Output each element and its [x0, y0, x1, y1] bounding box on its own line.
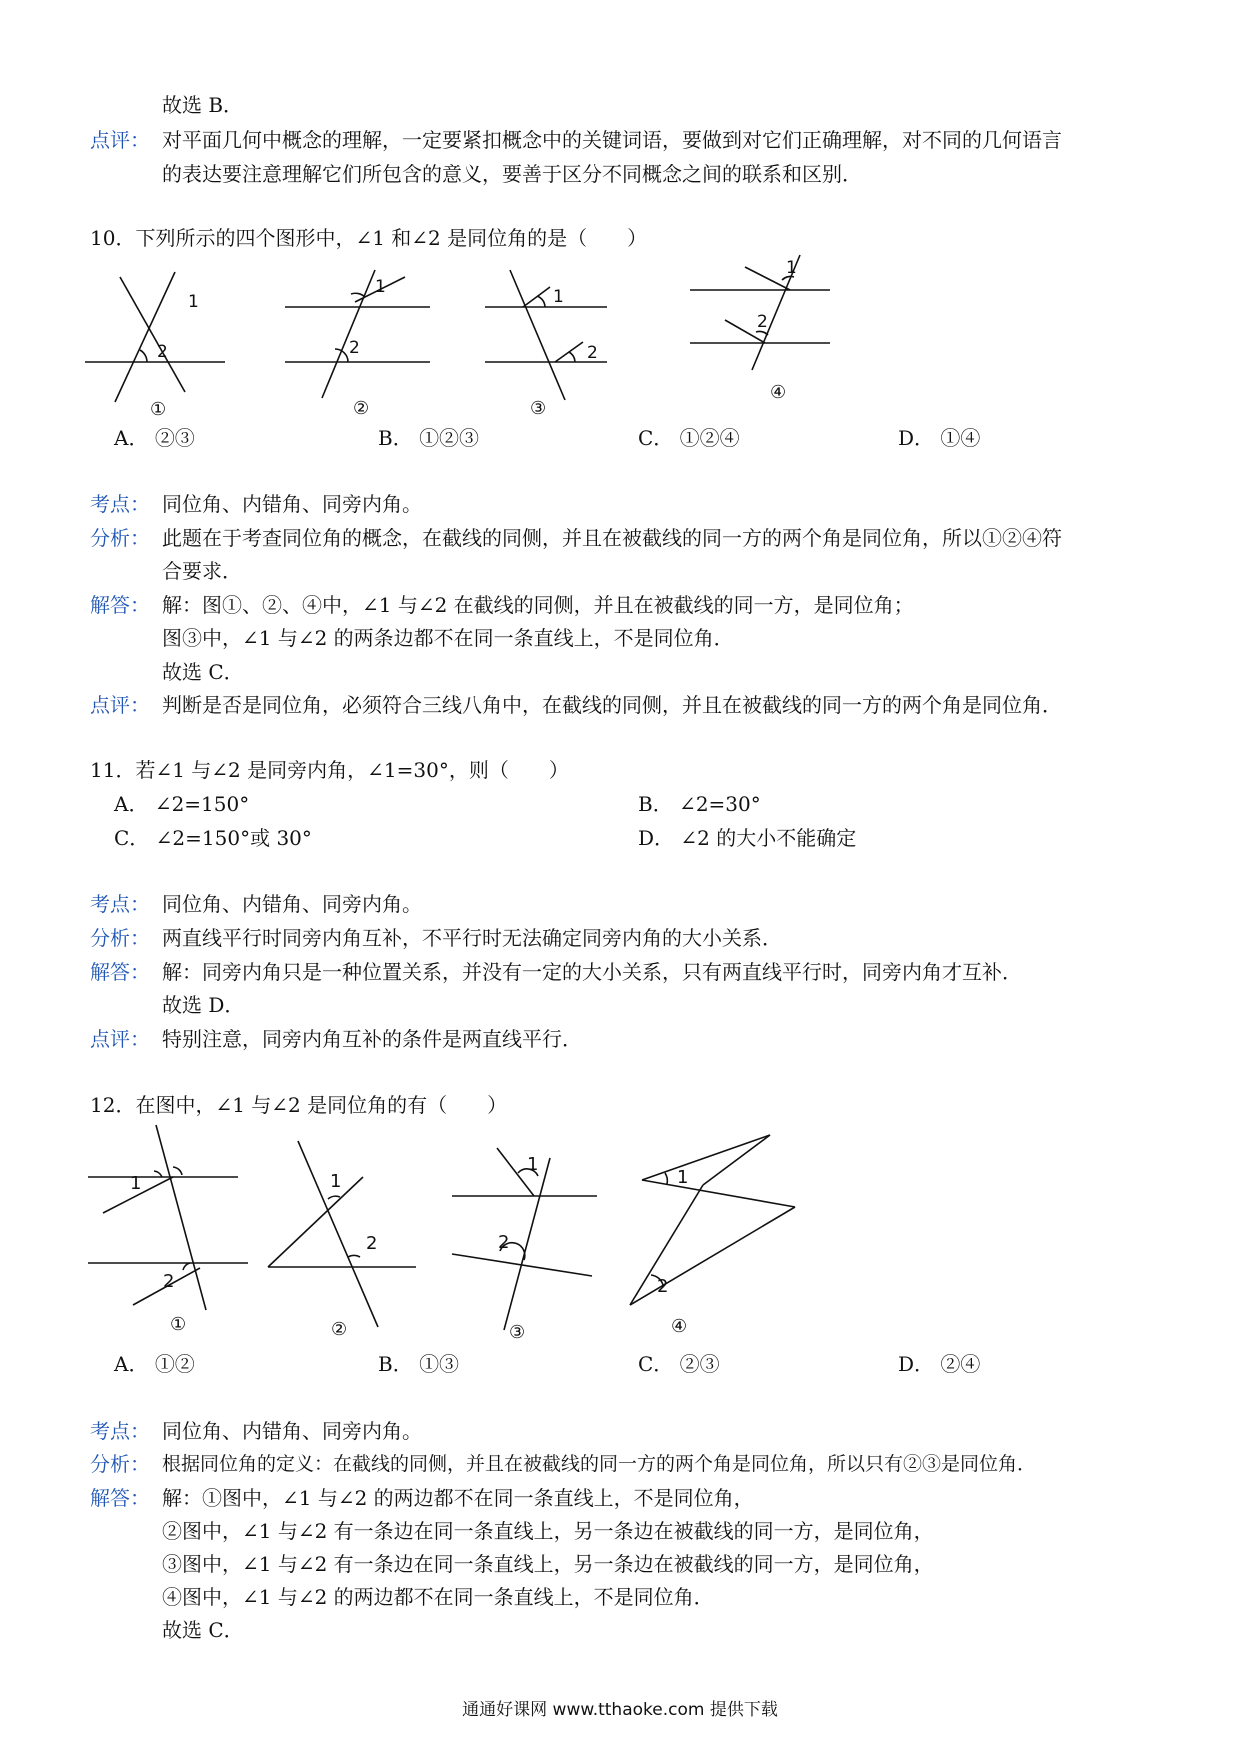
q12-fig4-label: ④ — [671, 1316, 688, 1337]
q10-jieda-line1: 解：图①、②、④中，∠1 与∠2 在截线的同侧，并且在被截线的同一方，是同位角； — [162, 593, 914, 617]
q11-option-d — [638, 825, 856, 851]
q11-option-b-text: ∠2=30° — [679, 792, 761, 816]
q12-kaodian: 同位角、内错角、同旁内角。 — [162, 1419, 422, 1443]
q11-kaodian: 同位角、内错角、同旁内角。 — [162, 892, 422, 916]
q10-fig2-angle2-label: 2 — [349, 338, 360, 358]
prev-comment-line1: 对平面几何中概念的理解，一定要紧扣概念中的关键词语，要做到对它们正确理解，对不同的几何语言 — [162, 128, 1062, 152]
q12-option-d-text: ②④ — [940, 1352, 981, 1376]
q11-jieda-line1: 解：同旁内角只是一种位置关系，并没有一定的大小关系，只有两直线平行时，同旁内角才互补． — [162, 960, 1022, 984]
q10-figure-1 — [85, 262, 235, 422]
q11-fenxi: 两直线平行时同旁内角互补，不平行时无法确定同旁内角的大小关系． — [162, 926, 782, 950]
q10-figure-3 — [485, 262, 615, 422]
q10-option-c-text: ①②④ — [679, 426, 740, 450]
q12-fenxi-label: 分析： — [90, 1452, 150, 1476]
q12-option-c — [638, 1351, 720, 1377]
q10-fig2-label: ② — [353, 398, 370, 419]
q12-fig1-label: ① — [170, 1314, 187, 1335]
q10-dianping: 判断是否是同位角，必须符合三线八角中，在截线的同侧，并且在被截线的同一方的两个角是同位角． — [162, 693, 1062, 717]
q12-jieda-line3: ③图中，∠1 与∠2 有一条边在同一条直线上，另一条边在被截线的同一方，是同位角， — [162, 1552, 934, 1576]
q11-option-a-letter: A． — [114, 792, 149, 816]
q10-kaodian: 同位角、内错角、同旁内角。 — [162, 492, 422, 516]
page-footer: 通通好课网 www.tthaoke.com 提供下载 — [462, 1700, 778, 1720]
q10-jieda-line2: 图③中，∠1 与∠2 的两条边都不在同一条直线上，不是同位角． — [162, 626, 734, 650]
q12-jieda-line1: 解：①图中，∠1 与∠2 的两边都不在同一条直线上，不是同位角， — [162, 1486, 754, 1510]
q12-option-d-letter: D． — [898, 1352, 935, 1376]
q12-fig2-angle1-label: 1 — [330, 1171, 342, 1192]
q12-fig3-label: ③ — [509, 1322, 526, 1343]
prev-answer: 故选 B． — [162, 93, 244, 117]
q12-fig4-angle1-label: 1 — [677, 1167, 689, 1188]
q11-option-c — [114, 825, 312, 851]
q12-option-a-text: ①② — [154, 1352, 195, 1376]
q11-option-d-text: ∠2 的大小不能确定 — [680, 826, 857, 850]
q10-figure-4 — [690, 255, 835, 415]
q10-fig3-angle2-label: 2 — [587, 343, 598, 363]
q10-fig1-angle2-label: 2 — [157, 342, 168, 362]
q11-stem: 11．若∠1 与∠2 是同旁内角，∠1=30°，则（ ） — [90, 758, 569, 782]
q12-fig3-angle1-label: 1 — [527, 1154, 539, 1175]
q10-fig4-label: ④ — [770, 382, 787, 403]
q12-fig2-angle2-label: 2 — [366, 1233, 378, 1254]
q10-figure-2 — [285, 262, 445, 422]
q11-kaodian-label: 考点： — [90, 892, 150, 916]
q10-fig3-label: ③ — [530, 398, 547, 419]
q12-jieda-line5: 故选 C． — [162, 1618, 244, 1642]
q12-option-b-text: ①③ — [419, 1352, 460, 1376]
q12-kaodian-label: 考点： — [90, 1419, 150, 1443]
q10-option-d-text: ①④ — [940, 426, 981, 450]
q10-fig4-angle2-label: 2 — [757, 312, 768, 332]
q10-option-c-letter: C． — [638, 426, 674, 450]
q11-option-c-text: ∠2=150°或 30° — [155, 826, 312, 850]
q12-option-c-letter: C． — [638, 1352, 674, 1376]
q10-option-c — [638, 425, 740, 451]
q10-option-a-letter: A． — [114, 426, 149, 450]
q12-fig4-angle2-label: 2 — [657, 1276, 669, 1297]
prev-comment-line2: 的表达要注意理解它们所包含的意义，要善于区分不同概念之间的联系和区别． — [162, 162, 862, 186]
q12-jieda-label: 解答： — [90, 1486, 150, 1510]
q10-fenxi-line1: 此题在于考查同位角的概念，在截线的同侧，并且在被截线的同一方的两个角是同位角，所以①②④符 — [162, 526, 1062, 550]
q10-option-d-letter: D． — [898, 426, 935, 450]
q10-option-b — [378, 425, 479, 451]
q12-option-a-letter: A． — [114, 1352, 149, 1376]
q12-jieda-line4: ④图中，∠1 与∠2 的两边都不在同一条直线上，不是同位角． — [162, 1585, 714, 1609]
q10-stem: 10．下列所示的四个图形中，∠1 和∠2 是同位角的是（ ） — [90, 226, 648, 250]
q10-dianping-label: 点评： — [90, 693, 150, 717]
q12-option-c-text: ②③ — [679, 1352, 720, 1376]
q12-jieda-line2: ②图中，∠1 与∠2 有一条边在同一条直线上，另一条边在被截线的同一方，是同位角， — [162, 1519, 934, 1543]
prev-comment-label: 点评： — [90, 128, 150, 152]
q10-fig1-label: ① — [150, 399, 167, 420]
q11-dianping: 特别注意，同旁内角互补的条件是两直线平行． — [162, 1027, 582, 1051]
q12-figure-3 — [452, 1138, 602, 1343]
q11-option-c-letter: C． — [114, 826, 150, 850]
q10-fig4-angle1-label: 1 — [786, 258, 797, 278]
q10-option-b-text: ①②③ — [419, 426, 480, 450]
q10-option-b-letter: B． — [378, 426, 413, 450]
q12-fig3-angle2-label: 2 — [498, 1232, 510, 1253]
q12-option-b — [378, 1351, 459, 1377]
q12-figure-4 — [625, 1135, 800, 1335]
q12-option-b-letter: B． — [378, 1352, 413, 1376]
q11-jieda-label: 解答： — [90, 960, 150, 984]
q11-option-b — [638, 791, 761, 817]
q12-figure-1 — [88, 1125, 248, 1335]
q12-fig1-angle1-label: 1 — [130, 1173, 142, 1194]
q10-fenxi-line2: 合要求． — [162, 559, 242, 583]
q11-option-a — [114, 791, 249, 817]
q11-jieda-line2: 故选 D． — [162, 993, 245, 1017]
q10-option-a — [114, 425, 195, 451]
q10-option-a-text: ②③ — [154, 426, 195, 450]
q11-option-b-letter: B． — [638, 792, 673, 816]
q10-fig1-angle1-label: 1 — [188, 292, 199, 312]
q11-fenxi-label: 分析： — [90, 926, 150, 950]
q10-kaodian-label: 考点： — [90, 492, 150, 516]
q12-stem: 12．在图中，∠1 与∠2 是同位角的有（ ） — [90, 1093, 508, 1117]
q11-option-d-letter: D． — [638, 826, 675, 850]
q12-fig1-angle2-label: 2 — [163, 1271, 175, 1292]
q12-option-d — [898, 1351, 980, 1377]
q10-fig3-angle1-label: 1 — [553, 287, 564, 307]
q10-jieda-line3: 故选 C． — [162, 660, 244, 684]
q10-option-d — [898, 425, 980, 451]
q12-fenxi: 根据同位角的定义：在截线的同侧，并且在被截线的同一方的两个角是同位角，所以只有②③是同位角． — [162, 1453, 1037, 1475]
q10-jieda-label: 解答： — [90, 593, 150, 617]
q12-figure-2 — [268, 1135, 428, 1340]
q11-dianping-label: 点评： — [90, 1027, 150, 1051]
q12-option-a — [114, 1351, 195, 1377]
q10-fenxi-label: 分析： — [90, 526, 150, 550]
q10-fig2-angle1-label: 1 — [375, 277, 386, 297]
q12-fig2-label: ② — [331, 1319, 348, 1340]
q11-option-a-text: ∠2=150° — [154, 792, 250, 816]
